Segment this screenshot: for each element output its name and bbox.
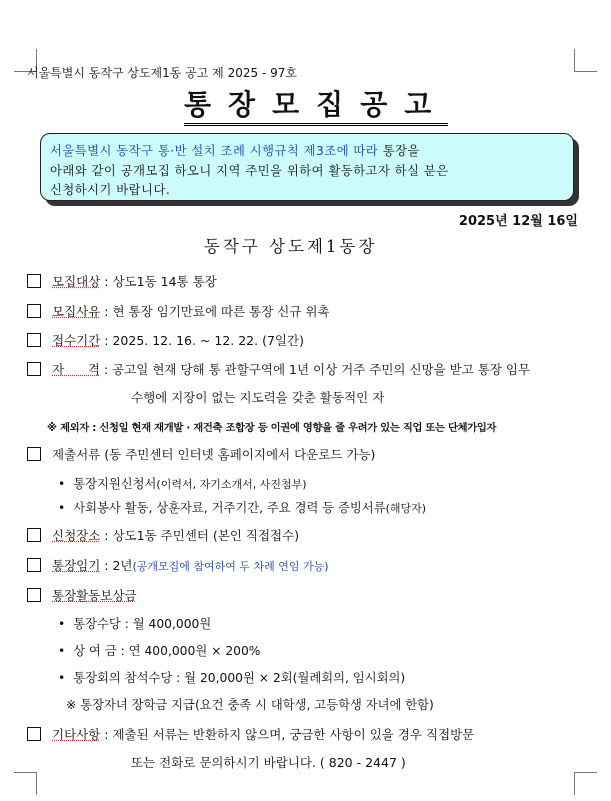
intro-text: 통장을 <box>382 144 420 158</box>
page-corner-mark <box>574 49 597 72</box>
scholarship-note: ※ 통장자녀 장학금 지급(요건 충족 시 대학생, 고등학생 자녀에 한함) <box>66 698 434 712</box>
compensation-bullet-3: • 통장회의 참석수당 : 월 20,000원 × 2회(월례회의, 임시회의) <box>58 671 406 685</box>
document-number: 서울특별시 동작구 상도제1동 공고 제 2025 - 97호 <box>27 66 297 80</box>
item-reason: 모집사유 : 현 통장 임기만료에 따른 통장 신규 위촉 <box>27 302 330 320</box>
checkbox-icon <box>27 304 41 318</box>
item-target: 모집대상 : 상도1동 14통 통장 <box>27 272 217 290</box>
item-place: 신청장소 : 상도1동 주민센터 (본인 직접접수) <box>27 526 299 544</box>
intro-text: 아래와 같이 공개모집 하오니 지역 주민을 위하여 활동하고자 하실 분은 <box>50 163 449 178</box>
checkbox-icon <box>27 447 41 461</box>
checkbox-icon <box>27 558 41 572</box>
checkbox-icon <box>27 588 41 602</box>
checkbox-icon <box>27 274 41 288</box>
item-etc: 기타사항 : 제출된 서류는 반환하지 않으며, 궁금한 사항이 있을 경우 직접방문 <box>27 725 474 743</box>
exclusion-note: ※ 제외자 : 신청일 현재 재개발 · 재건축 조합장 등 이권에 영향을 줄 우려가 있는 직업 또는 단체가입자 <box>47 422 497 434</box>
checkbox-icon <box>27 528 41 542</box>
item-documents: 제출서류 (동 주민센터 인터넷 홈페이지에서 다운로드 가능) <box>27 445 375 463</box>
etc-continued: 또는 전화로 문의하시기 바랍니다. ( 820 - 2447 ) <box>131 755 406 770</box>
checkbox-icon <box>27 362 41 376</box>
bullet-icon: • <box>58 617 66 631</box>
intro-text-highlight: 서울특별시 동작구 통·반 설치 조례 시행규칙 제3조에 따라 <box>50 144 379 158</box>
item-qualification: 자 격 : 공고일 현재 당해 통 관할구역에 1년 이상 거주 주민의 신망을 받고 통장 임무 <box>27 360 530 378</box>
item-period: 접수기간 : 2025. 12. 16. ~ 12. 22. (7일간) <box>27 331 304 349</box>
checkbox-icon <box>27 727 41 741</box>
compensation-bullet-2: • 상 여 금 : 연 400,000원 × 200% <box>58 644 261 658</box>
page-title: 통장모집공고 <box>184 88 448 126</box>
issuer: 동작구 상도제1동장 <box>204 237 378 256</box>
page-corner-mark <box>574 772 597 795</box>
intro-text: 신청하시기 바랍니다. <box>50 183 171 197</box>
bullet-icon: • <box>58 477 66 491</box>
item-term: 통장임기 : 2년(공개모집에 참여하여 두 차례 연임 가능) <box>27 556 329 574</box>
page-corner-mark <box>14 772 37 795</box>
notice-date: 2025년 12월 16일 <box>458 214 578 229</box>
compensation-bullet-1: • 통장수당 : 월 400,000원 <box>58 617 212 631</box>
bullet-icon: • <box>58 501 66 515</box>
documents-bullet-2: • 사회봉사 활동, 상훈자료, 거주기간, 주요 경력 등 증빙서류(해당자) <box>58 501 427 515</box>
qualification-continued: 수행에 지장이 없는 지도력을 갖춘 활동적인 자 <box>131 390 385 405</box>
intro-box <box>40 133 574 201</box>
bullet-icon: • <box>58 671 66 685</box>
checkbox-icon <box>27 333 41 347</box>
documents-bullet-1: • 통장지원신청서(이력서, 자기소개서, 사진첨부) <box>58 477 307 491</box>
item-compensation: 통장활동보상금 <box>27 586 137 604</box>
bullet-icon: • <box>58 644 66 658</box>
